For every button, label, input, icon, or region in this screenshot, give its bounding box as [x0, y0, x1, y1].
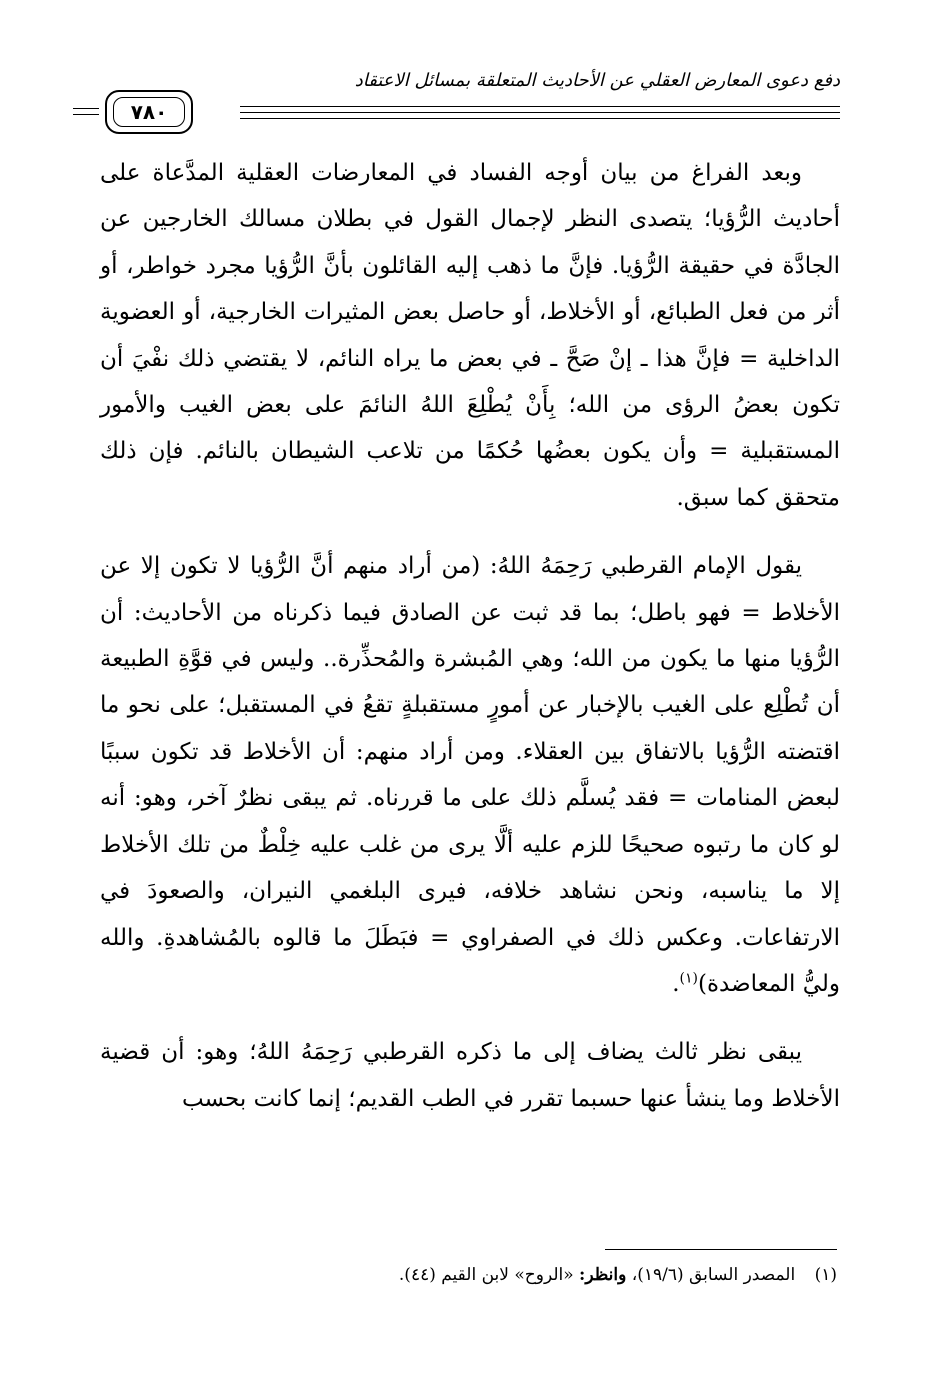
header-rule — [240, 106, 840, 107]
page-number-frame — [105, 90, 193, 134]
footnote-number: (١) — [814, 1265, 837, 1285]
page-number: ٧٨٠ — [113, 97, 185, 127]
paragraph-text: يقول الإمام القرطبي رَحِمَهُ اللهُ: (من أراد منهم أنَّ الرُّؤيا لا تكون إلا عن الأخلاط = فهو باطل؛ بما قد ثبت عن الصادق فيما ذكرناه من الأحاديث: أن الرُّؤيا منها ما يكون من الله؛ وهي المُبشرة والمُحذِّرة.. وليس في قوَّةِ الطبيعة أن تُطْلِع على الغيب بالإخبار عن أمورٍ مستقبلةٍ تقعُ في المستقبل؛ على نحو ما اقتضته الرُّؤيا بالاتفاق بين العقلاء. ومن أراد منهم: أن الأخلاط قد تكون سببًا لبعض المنامات = فقد يُسلَّم ذلك على ما قررناه. ثم يبقى نظرٌ آخر، وهو: أنه لو كان ما رتبوه صحيحًا للزم عليه ألَّا يرى من غلب عليه خِلْطٌ من تلك الأخلاط إلا ما يناسبه، ونحن نشاهد خلافه، فيرى البلغمي النيران، والصعودَ في الارتفاعات. وعكس ذلك في الصفراوي = فبَطَلَ ما قالوه بالمُشاهدةِ. والله وليُّ المعاضدة) — [100, 553, 840, 997]
paragraph-spacer — [100, 1007, 840, 1029]
header-rule — [240, 112, 840, 113]
page-header — [95, 64, 840, 134]
paragraph: يبقى نظر ثالث يضاف إلى ما ذكره القرطبي رَحِمَهُ اللهُ؛ وهو: أن قضية الأخلاط وما ينشأ عنها حسبما تقرر في الطب القديم؛ إنما كانت بحسب — [100, 1039, 840, 1112]
paragraph-spacer — [100, 521, 840, 543]
main-text — [100, 150, 840, 1122]
footnote-text: المصدر السابق (١٩/٦)، — [631, 1265, 796, 1285]
footnote — [97, 1262, 837, 1288]
paragraph — [100, 543, 840, 1007]
paragraph: وبعد الفراغ من بيان أوجه الفساد في المعارضات العقلية المدَّعاة على أحاديث الرُّؤيا؛ يتصدى النظر لإجمال القول في بطلان مسالك الخارجين عن الجادَّة في حقيقة الرُّؤيا. فإنَّ ما ذهب إليه القائلون بأنَّ الرُّؤيا مجرد خواطر، أو أثر من فعل الطبائع، أو الأخلاط، أو حاصل بعض المثيرات الخارجية، أو العضوية الداخلية = فإنَّ هذا ـ إنْ صَحَّ ـ في بعض ما يراه النائم، لا يقتضي ذلك نفْيَ أن تكون بعضُ الرؤى من الله؛ بِأَنْ يُطْلِعَ اللهُ النائمَ على بعض الغيب والأمور المستقبلية = وأن يكون بعضُها حُكمًا من تلاعب الشيطان بالنائم. فإن ذلك متحقق كما سبق. — [100, 160, 840, 511]
footnote-see-also: وانظر: — [579, 1265, 627, 1285]
header-rule — [73, 108, 99, 109]
footnote-reference-text: «الروح» لابن القيم (٤٤). — [398, 1265, 574, 1285]
footnote-reference[interactable]: (١) — [679, 970, 698, 987]
header-rule — [73, 114, 99, 115]
running-title: دفع دعوى المعارض العقلي عن الأحاديث المتعلقة بمسائل الاعتقاد — [354, 70, 840, 91]
footnote-separator — [605, 1249, 837, 1250]
header-rule — [240, 118, 840, 119]
paragraph-end: . — [672, 970, 680, 997]
